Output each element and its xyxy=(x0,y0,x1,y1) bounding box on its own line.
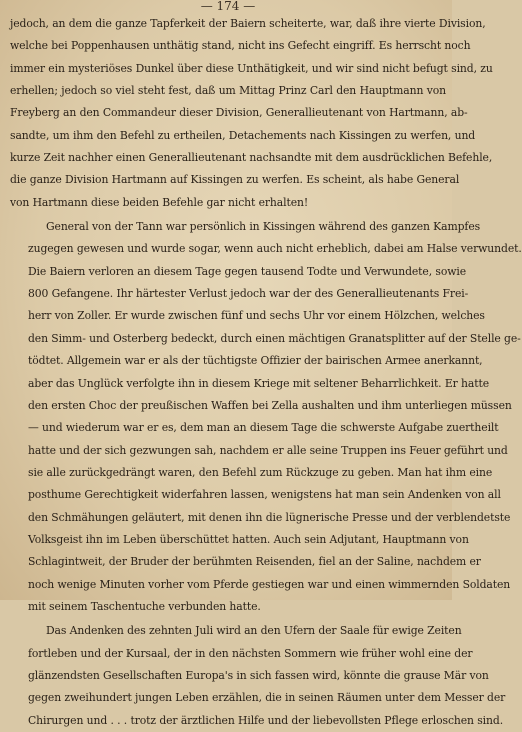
text-line: erhellen; jedoch so viel steht fest, daß um Mittag Prinz Carl den Hauptmann von xyxy=(10,84,446,98)
text-line: General von der Tann war persönlich in Kissingen während des ganzen Kampfes xyxy=(46,220,481,234)
text-line: immer ein mysteriöses Dunkel über diese Unthätigkeit, und wir sind nicht befugt sind, zu xyxy=(10,61,493,75)
text-line: Das Andenken des zehnten Juli wird an den Ufern der Saale für ewige Zeiten xyxy=(46,624,462,638)
text-line: sandte, um ihm den Befehl zu ertheilen, Detachements nach Kissingen zu werfen, und xyxy=(10,128,476,142)
text-line: Freyberg an den Commandeur dieser Division, Generallieutenant von Hartmann, ab- xyxy=(10,106,468,120)
text-line: von Hartmann diese beiden Befehle gar nicht erhalten! xyxy=(10,195,309,209)
text-line: fortleben und der Kursaal, der in den nächsten Sommern wie früher wohl eine der xyxy=(28,646,473,660)
text-line: gegen zweihundert jungen Leben erzählen, die in seinen Räumen unter dem Messer der xyxy=(28,691,506,705)
text-line: hatte und der sich gezwungen sah, nachdem er alle seine Truppen ins Feuer geführt und xyxy=(28,443,508,457)
text-line: noch wenige Minuten vorher vom Pferde gestiegen war und einen wimmernden Soldaten xyxy=(28,577,511,591)
text-line: herr von Zoller. Er wurde zwischen fünf und sechs Uhr vor einem Hölzchen, welches xyxy=(28,309,485,323)
paragraph xyxy=(10,13,493,214)
text-line: 800 Gefangene. Ihr härtester Verlust jedoch war der des Generallieutenants Frei- xyxy=(28,287,469,301)
text-line: — und wiederum war er es, dem man an diesem Tage die schwerste Aufgabe zuertheilt xyxy=(28,421,499,435)
paragraph xyxy=(10,620,506,732)
text-line: Schlagintweit, der Bruder der berühmten Reisenden, fiel an der Saline, nachdem er xyxy=(28,555,481,569)
text-line: sie alle zurückgedrängt waren, den Befehl zum Rückzuge zu geben. Man hat ihm eine xyxy=(28,465,493,479)
paragraph xyxy=(10,216,522,618)
text-line: welche bei Poppenhausen unthätig stand, nicht ins Gefecht eingriff. Es herrscht noch xyxy=(10,39,471,53)
text-line: tödtet. Allgemein war er als der tüchtigste Offizier der bairischen Armee anerkannt, xyxy=(28,354,483,368)
text-line: zugegen gewesen und wurde sogar, wenn auch nicht erheblich, dabei am Halse verwundet. xyxy=(28,242,522,256)
text-line: Chirurgen und . . . trotz der ärztlichen Hilfe und der liebevollsten Pflege erloschen sind. xyxy=(28,713,504,727)
text-line: Volksgeist ihn im Leben überschüttet hatten. Auch sein Adjutant, Hauptmann von xyxy=(28,532,469,546)
text-line: kurze Zeit nachher einen Generallieutenant nachsandte mit dem ausdrücklichen Befehle, xyxy=(10,151,493,165)
body-text xyxy=(10,13,522,732)
page-number: — 174 — xyxy=(200,0,256,13)
text-line: aber das Unglück verfolgte ihn in diesem Kriege mit seltener Beharrlichkeit. Er hatte xyxy=(28,376,489,390)
text-line: jedoch, an dem die ganze Tapferkeit der Baiern scheiterte, war, daß ihre vierte Division, xyxy=(10,17,486,30)
text-line: glänzendsten Gesellschaften Europa's in sich fassen wird, könnte die grause Mär von xyxy=(28,668,489,682)
text-line: Die Baiern verloren an diesem Tage gegen tausend Todte und Verwundete, sowie xyxy=(28,264,466,278)
text-line: posthume Gerechtigkeit widerfahren lassen, wenigstens hat man sein Andenken von all xyxy=(28,488,501,502)
text-line: mit seinem Taschentuche verbunden hatte. xyxy=(28,599,261,613)
text-line: den Schmähungen geläutert, mit denen ihn die lügnerische Presse und der verblendetste xyxy=(28,510,511,524)
text-line: den Simm- und Osterberg bedeckt, durch einen mächtigen Granatsplitter auf der Stelle ge- xyxy=(28,331,521,345)
text-line: die ganze Division Hartmann auf Kissingen zu werfen. Es scheint, als habe General xyxy=(10,173,460,187)
text-line: den ersten Choc der preußischen Waffen bei Zella aushalten und ihm unterliegen müssen xyxy=(28,398,512,412)
